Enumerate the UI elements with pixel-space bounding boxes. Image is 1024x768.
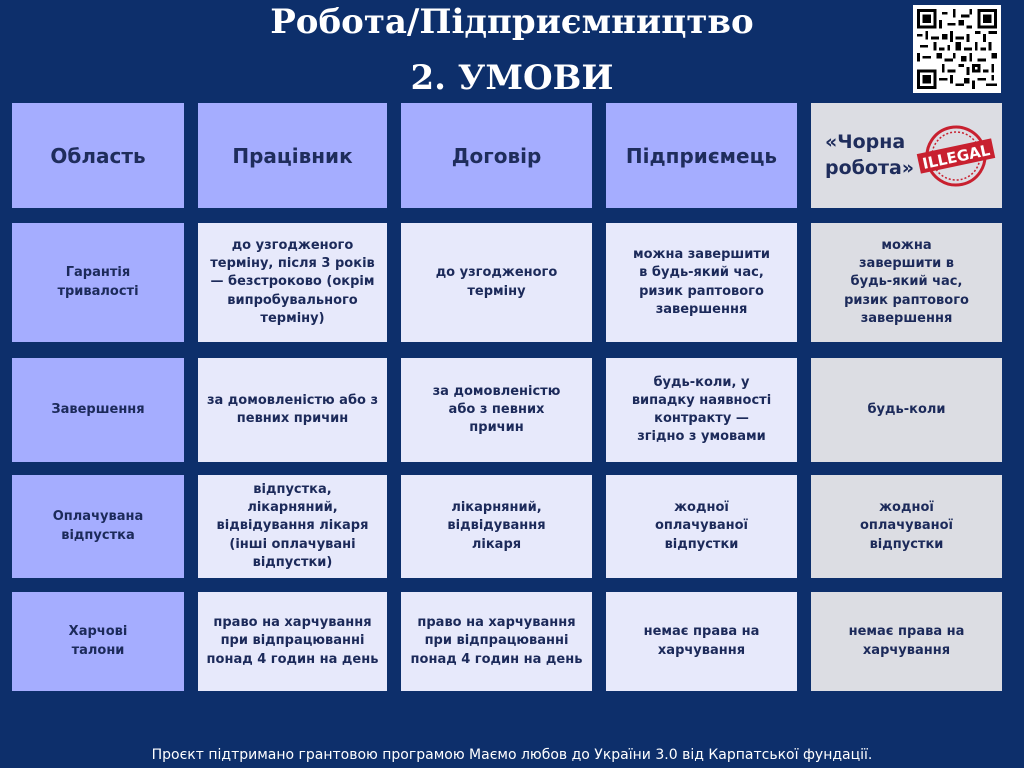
header-black-work xyxy=(811,103,1002,208)
cell-termination-black: будь-коли xyxy=(811,358,1002,462)
cell-termination-entrepreneur: будь-коли, у випадку наявності контракту — згідно з умовами xyxy=(606,358,797,462)
header-entrepreneur: Підприємець xyxy=(606,103,797,208)
black-work-label: «Чорна робота» xyxy=(825,130,915,179)
row-label-duration: Гарантія тривалості xyxy=(12,223,184,342)
cell-paid-leave-entrepreneur: жодної оплачуваної відпустки xyxy=(606,475,797,578)
cell-meal-entrepreneur: немає права на харчування xyxy=(606,592,797,691)
qr-code-icon xyxy=(913,5,1001,93)
row-label-termination: Завершення xyxy=(12,358,184,462)
row-label-paid-leave: Оплачувана відпустка xyxy=(12,475,184,578)
cell-paid-leave-black: жодної оплачуваної відпустки xyxy=(811,475,1002,578)
cell-termination-employee: за домовленістю або з певних причин xyxy=(198,358,387,462)
cell-duration-entrepreneur: можна завершити в будь-який час, ризик раптового завершення xyxy=(606,223,797,342)
cell-duration-black: можна завершити в будь-який час, ризик раптового завершення xyxy=(811,223,1002,342)
cell-meal-contract: право на харчування при відпрацюванні понад 4 годин на день xyxy=(401,592,592,691)
cell-duration-employee: до узгодженого терміну, після 3 років — безстроково (окрім випробувального терміну) xyxy=(198,223,387,342)
header-employee: Працівник xyxy=(198,103,387,208)
page-title: Робота/Підприємництво xyxy=(270,2,754,42)
footer-credit: Проєкт підтримано грантовою програмою Маємо любов до України 3.0 від Карпатської фундації. xyxy=(151,747,873,763)
cell-termination-contract: за домовленістю або з певних причин xyxy=(401,358,592,462)
header-contract: Договір xyxy=(401,103,592,208)
illegal-stamp-icon xyxy=(915,123,997,189)
header-area: Область xyxy=(12,103,184,208)
row-label-meal-vouchers: Харчові талони xyxy=(12,592,184,691)
cell-paid-leave-contract: лікарняний, відвідування лікаря xyxy=(401,475,592,578)
cell-meal-employee: право на харчування при відпрацюванні понад 4 годин на день xyxy=(198,592,387,691)
svg-text:ILLEGAL: ILLEGAL xyxy=(920,141,992,173)
page-subtitle: 2. УМОВИ xyxy=(410,58,614,98)
cell-duration-contract: до узгодженого терміну xyxy=(401,223,592,342)
cell-paid-leave-employee: відпустка, лікарняний, відвідування лікаря (інші оплачувані відпустки) xyxy=(198,475,387,578)
cell-meal-black: немає права на харчування xyxy=(811,592,1002,691)
